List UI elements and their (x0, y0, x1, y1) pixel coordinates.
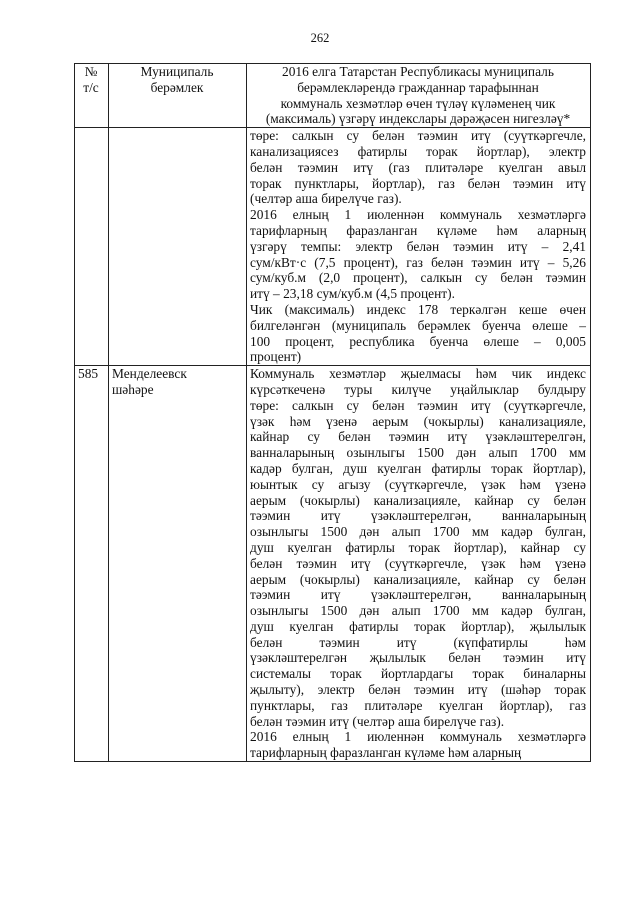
municipality-name-line: шәһәре (112, 381, 154, 397)
justification-line: тәэмин итү үзәкләштерелгән, ванналарының (250, 508, 586, 524)
justification-paragraph (250, 128, 586, 207)
header-number-line: № (84, 64, 98, 79)
justification-line: озынлыгы 1500 дән алып 1700 мм кадәр булган, (250, 603, 586, 619)
justification-line: белән тәэмин итү (күпфатирлы һәм (250, 634, 586, 650)
justification-line: юынтык су агызу (суүткәргечле, үзәк һәм үзенә (250, 476, 586, 492)
justification-line: тарифларның фаразланган күләме һәм аларның (250, 745, 522, 761)
justification-cell (247, 366, 591, 762)
municipality-cell (109, 366, 247, 762)
justification-line: сум/кВт·с (7,5 процент), газ белән тәэмин итү – 5,26 (250, 254, 586, 270)
justification-line: 2016 елның 1 июленнән коммуналь хезмәтләргә (250, 729, 586, 745)
justification-line: тарифларның фаразланган күләме һәм аларның (250, 222, 586, 238)
justification-line: пунктлары, газ плитәләре куелган йортлар), газ (250, 697, 586, 713)
justification-paragraph (250, 207, 586, 302)
justification-line: белән тәэмин итү (суүткәргечле, үзәк һәм үзенә (250, 555, 586, 571)
justification-line: системалы торак йортлардагы торак биналарны (250, 666, 586, 682)
table-row (75, 128, 591, 366)
justification-line: 100 процент, республика буенча өлеше – 0,005 (250, 333, 586, 349)
justification-paragraph (250, 729, 586, 761)
justification-line: тәэмин итү үзәкләштерелгән, ванналарының (250, 587, 586, 603)
justification-line: аерым (чокырлы) канализацияле, кайнар су белән (250, 492, 586, 508)
justification-line: үзгәрү темпы: электр белән тәэмин итү – 2,41 (250, 238, 586, 254)
justification-line: үзәкләштерелгән җылылык белән тәэмин итү (250, 650, 586, 666)
justification-line: душ куелган фатирлы торак йортлар), җылылык (250, 618, 586, 634)
header-justification-line: (максималь) үзгәрү индекслары дәрәҗәсен нигезләү* (265, 111, 571, 127)
justification-line: белән тәэмин итү (газ плитәләре куелган авыл (250, 159, 586, 175)
row-number: 585 (78, 366, 99, 382)
justification-line: Коммуналь хезмәтләр җыелмасы һәм чик индекс (250, 366, 586, 382)
header-municipality-line: берәмлек (150, 79, 204, 95)
header-justification-line: 2016 елга Татарстан Республикасы муниципаль (282, 64, 554, 79)
row-number-cell (75, 128, 109, 366)
justification-line: төре: салкын су белән тәэмин итү (суүткәргечле, (250, 128, 586, 144)
justification-line: душ куелган фатирлы торак йортлар), кайнар су (250, 539, 586, 555)
justification-cell (247, 128, 591, 366)
municipality-cell (109, 128, 247, 366)
table-header-row (75, 64, 591, 128)
justification-line: итү – 23,18 сум/куб.м (4,5 процент). (250, 286, 455, 302)
header-justification-line: коммуналь хезмәтләр өчен түләү күләменең чик (280, 95, 556, 111)
justification-line: ванналарының озынлыгы 1500 дән алып 1700 мм (250, 445, 586, 461)
header-municipality (109, 64, 247, 128)
header-municipality-line: Муниципаль (140, 64, 214, 79)
justification-line: канализациясез фатирлы торак йортлар), электр (250, 143, 586, 159)
justification-line: Чик (максималь) индекс 178 теркәлгән кеше өчен (250, 301, 586, 317)
header-justification (247, 64, 591, 128)
page-number: 262 (310, 31, 330, 45)
justification-line: озынлыгы 1500 дән алып 1700 мм кадәр булган, (250, 524, 586, 540)
row-number-cell (75, 366, 109, 762)
header-number-line: т/с (83, 79, 99, 95)
justification-paragraph (250, 302, 586, 365)
justification-line: күрсәткеченә туры килүче уңайлыклар булдыру (250, 381, 586, 397)
justification-line: билгеләнгән (муниципаль берәмлек буенча өлеше – (250, 317, 586, 333)
justification-line: белән тәэмин итү (челтәр аша бирелүче газ). (250, 713, 505, 729)
justification-line: кадәр булган, душ куелган фатирлы торак йортлар), (250, 460, 586, 476)
justification-line: аерым (чокырлы) канализацияле, кайнар су белән (250, 571, 586, 587)
justification-line: җылыту), электр белән тәэмин итү (шәһәр торак (250, 682, 586, 698)
table-row (75, 366, 591, 762)
justification-line: төре: салкын су белән тәэмин итү (суүткәргечле, (250, 397, 586, 413)
header-justification-line: берәмлекләрендә гражданнар тарафыннан (297, 79, 539, 95)
justification-line: торак пунктлары, йортлар), газ белән тәэмин итү (250, 175, 586, 191)
justification-line: сум/куб.м (2,0 процент), салкын су белән тәэмин (250, 270, 586, 286)
justification-line: кайнар су белән тәэмин итү үзәкләштерелгән, (250, 429, 586, 445)
justification-line: үзәк һәм үзенә аерым (чокырлы) канализацияле, (250, 413, 586, 429)
justification-paragraph (250, 366, 586, 729)
justification-line: (челтәр аша бирелүче газ). (250, 191, 402, 207)
header-number (75, 64, 109, 128)
justification-line: 2016 елның 1 июленнән коммуналь хезмәтләргә (250, 207, 586, 223)
tariff-table (74, 63, 591, 762)
municipality-name-line: Менделеевск (112, 366, 187, 382)
justification-line: процент) (250, 349, 302, 365)
